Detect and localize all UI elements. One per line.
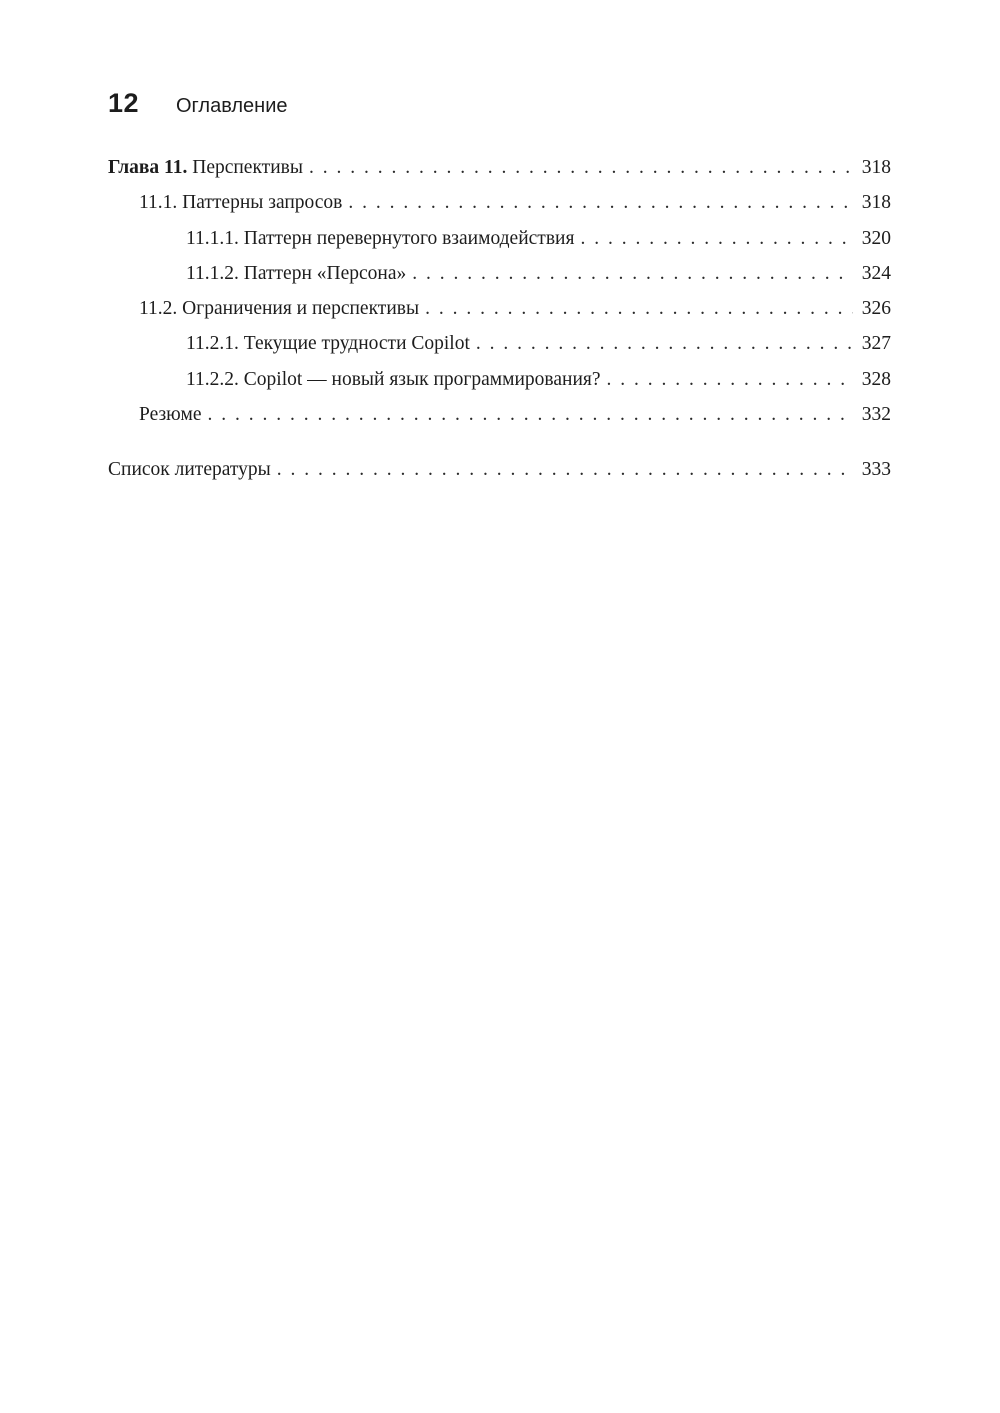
toc-page-number: 324 (861, 262, 891, 284)
dot-leader (580, 228, 853, 250)
toc-entry-title: 11.2.2. Copilot — новый язык программирования? (186, 368, 601, 390)
toc-entry-title: 11.2. Ограничения и перспективы (139, 298, 420, 320)
toc-page-number: 318 (861, 192, 891, 214)
toc-entry-title: Список литературы (108, 459, 271, 481)
toc-entry-section-11-1[interactable] (108, 192, 891, 227)
dot-leader (348, 192, 853, 214)
toc-page-number: 327 (861, 333, 891, 355)
toc-entry-chapter-11[interactable] (108, 157, 891, 192)
dot-leader (607, 369, 853, 391)
page-number: 12 (108, 88, 140, 118)
dot-leader (309, 157, 853, 179)
chapter-label: Глава 11. (108, 157, 188, 178)
toc-page-number: 333 (861, 459, 891, 481)
running-head-title: Оглавление (176, 95, 288, 117)
dot-leader (277, 459, 853, 481)
toc-entry-title: 11.2.1. Текущие трудности Copilot (186, 333, 470, 355)
chapter-title: Перспективы (187, 157, 303, 178)
toc-page-number: 326 (861, 298, 891, 320)
toc-page-number: 318 (861, 157, 891, 178)
toc-entry-summary[interactable] (108, 404, 891, 439)
toc-entry-section-11-2[interactable] (108, 298, 891, 333)
running-head (108, 88, 288, 128)
dot-leader (412, 263, 853, 285)
toc-entry-section-11-1-2[interactable] (108, 263, 891, 298)
toc-entry-title: Резюме (139, 404, 202, 426)
dot-leader (425, 298, 853, 320)
toc-entry-title (108, 157, 303, 179)
dot-leader (208, 404, 854, 426)
toc-entry-section-11-1-1[interactable] (108, 228, 891, 263)
toc-entry-title: 11.1. Паттерны запросов (139, 192, 343, 214)
toc-entry-title: 11.1.1. Паттерн перевернутого взаимодействия (186, 227, 575, 249)
toc-entry-section-11-2-1[interactable] (108, 333, 891, 368)
table-of-contents (108, 157, 891, 495)
dot-leader (476, 333, 853, 355)
toc-page-number: 332 (861, 404, 891, 426)
toc-entry-section-11-2-2[interactable] (108, 369, 891, 404)
toc-page-number: 320 (861, 227, 891, 249)
toc-page-number: 328 (861, 368, 891, 390)
toc-entry-title: 11.1.2. Паттерн «Персона» (186, 262, 407, 284)
toc-entry-bibliography[interactable] (108, 459, 891, 494)
